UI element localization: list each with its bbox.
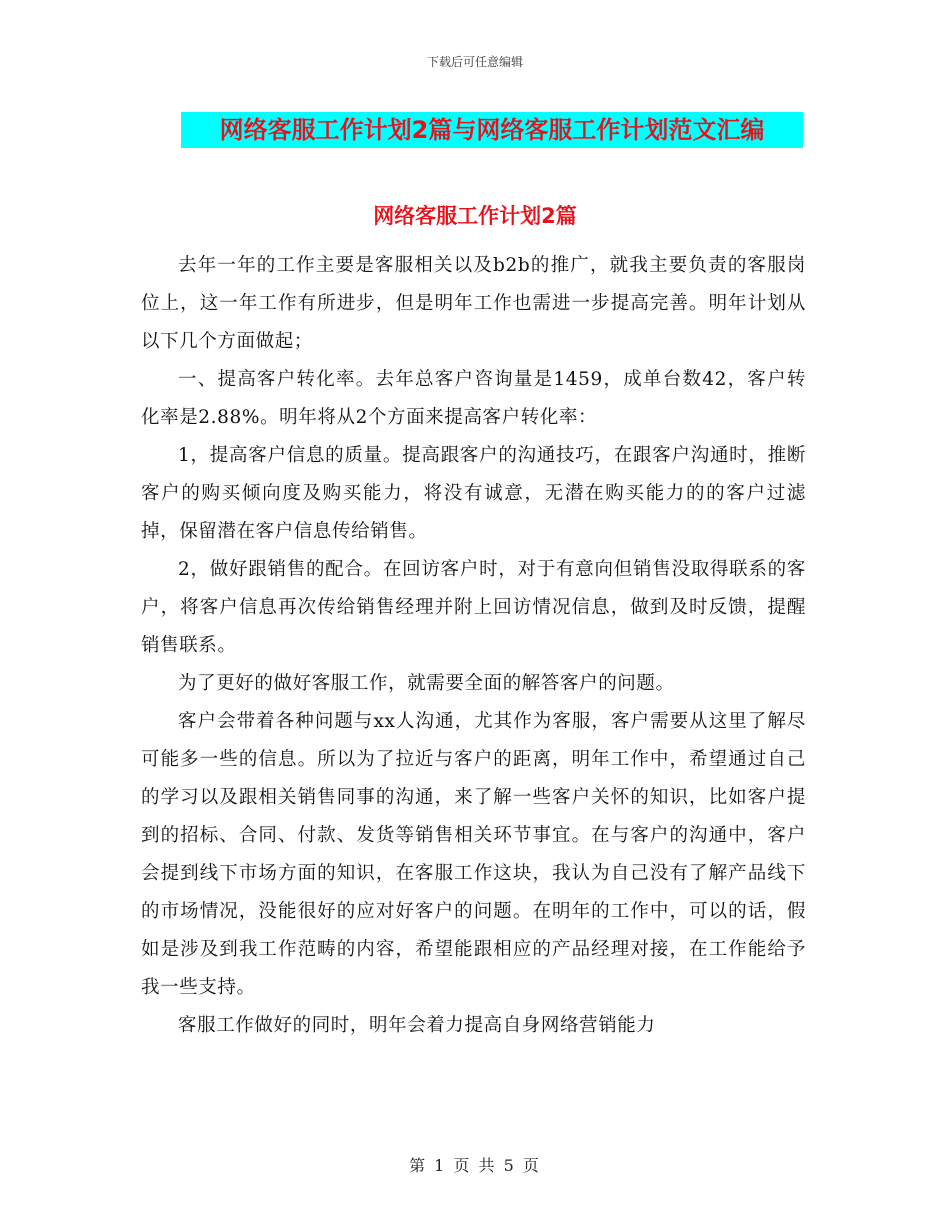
- paragraph: 1，提高客户信息的质量。提高跟客户的沟通技巧，在跟客户沟通时，推断客户的购买倾向度及购买能力，将没有诚意，无潜在购买能力的的客户过滤掉，保留潜在客户信息传给销售。: [141, 445, 806, 542]
- paragraph: 一、提高客户转化率。去年总客户咨询量是1459，成单台数42，客户转化率是2.88%。明年将从2个方面来提高客户转化率：: [141, 369, 806, 428]
- paragraph: 为了更好的做好客服工作，就需要全面的解答客户的问题。: [178, 673, 675, 694]
- paragraph: 2，做好跟销售的配合。在回访客户时，对于有意向但销售没取得联系的客户，将客户信息再次传给销售经理并附上回访情况信息，做到及时反馈，提醒销售联系。: [141, 559, 806, 656]
- paragraph: 去年一年的工作主要是客服相关以及b2b的推广，就我主要负责的客服岗位上，这一年工作有所进步，但是明年工作也需进一步提高完善。明年计划从以下几个方面做起；: [141, 255, 806, 352]
- body-text: [141, 247, 806, 1045]
- header-note: 下载后可任意编辑: [426, 55, 523, 69]
- main-title: 网络客服工作计划2篇与网络客服工作计划范文汇编: [219, 116, 765, 144]
- sub-title: 网络客服工作计划2篇: [373, 204, 577, 228]
- page-footer: 第 1 页 共 5 页: [409, 1156, 541, 1175]
- paragraph: 客服工作做好的同时，明年会着力提高自身网络营销能力: [178, 1015, 656, 1036]
- main-title-highlight: [181, 112, 803, 148]
- paragraph: 客户会带着各种问题与xx人沟通，尤其作为客服，客户需要从这里了解尽可能多一些的信息。所以为了拉近与客户的距离，明年工作中，希望通过自己的学习以及跟相关销售同事的沟通，来了解一些客户关怀的知识，比如客户提到的招标、合同、付款、发货等销售相关环节事宜。在与客户的沟通中，客户会提到线下市场方面的知识，在客服工作这块，我认为自己没有了解产品线下的市场情况，没能很好的应对好客户的问题。在明年的工作中，可以的话，假如是涉及到我工作范畴的内容，希望能跟相应的产品经理对接，在工作能给予我一些支持。: [141, 711, 806, 998]
